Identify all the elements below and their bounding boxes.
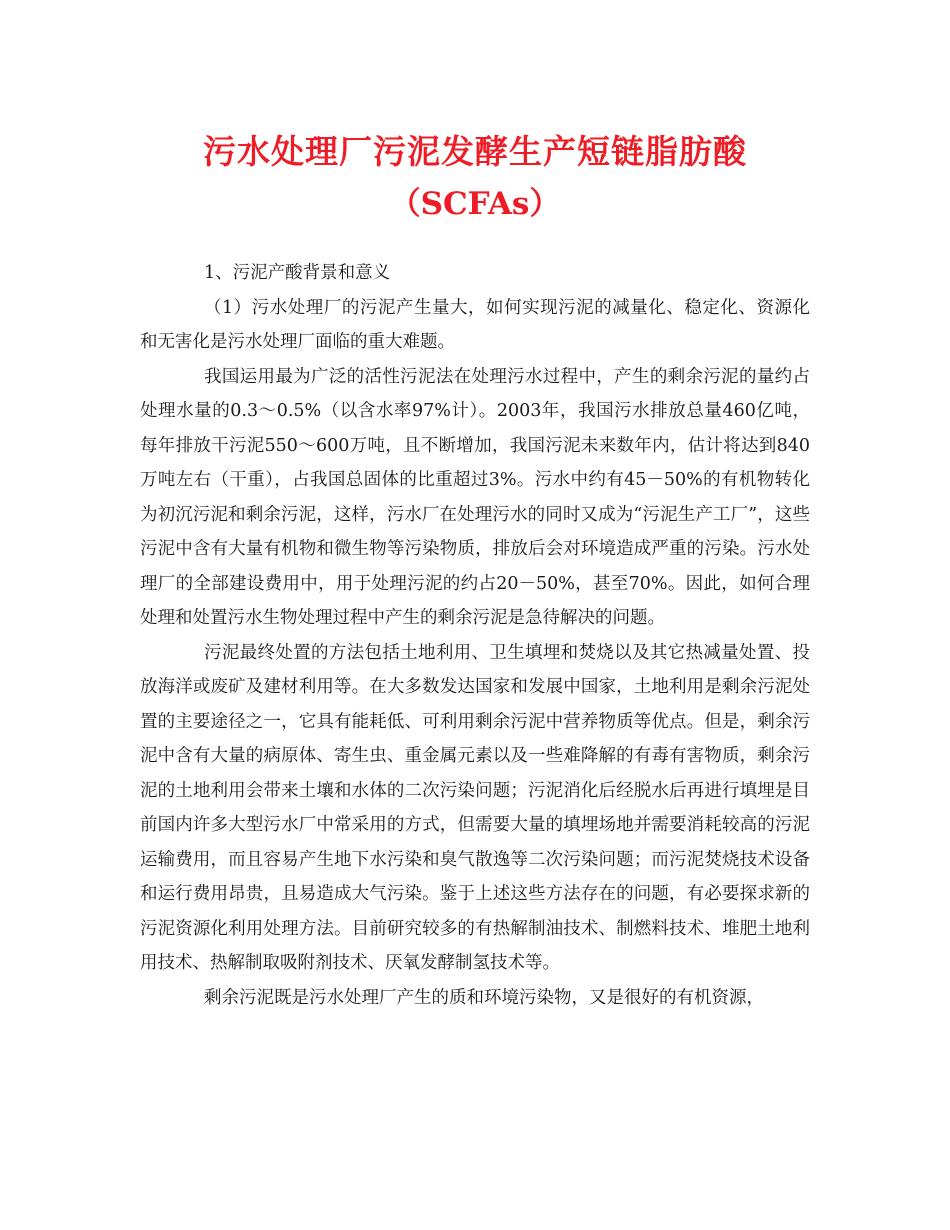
document-title bbox=[120, 126, 830, 230]
paragraph-2: 我国运用最为广泛的活性污泥法在处理污水过程中，产生的剩余污泥的量约占处理水量的0.3～0.5%（以含水率97%计）。2003年，我国污水排放总量460亿吨，每年排放干污泥550～600万吨，且不断增加，我国污泥未来数年内，估计将达到840万吨左右（干重），占我国总固体的比重超过3%。污水中约有45－50%的有机物转化为初沉污泥和剩余污泥，这样，污水厂在处理污水的同时又成为“污泥生产工厂”，这些污泥中含有大量有机物和微生物等污染物质，排放后会对环境造成严重的污染。污水处理厂的全部建设费用中，用于处理污泥的约占20－50%，甚至70%。因此，如何合理处理和处置污水生物处理过程中产生的剩余污泥是急待解决的问题。 bbox=[140, 366, 810, 628]
section-heading: 1、污泥产酸背景和意义 bbox=[204, 263, 391, 283]
paragraph-1: （1）污水处理厂的污泥产生量大，如何实现污泥的减量化、稳定化、资源化和无害化是污水处理厂面临的重大难题。 bbox=[140, 297, 810, 352]
title-line-1: 污水处理厂污泥发酵生产短链脂肪酸 bbox=[203, 132, 747, 171]
document-body bbox=[140, 256, 810, 1015]
paragraph-4: 剩余污泥既是污水处理厂产生的质和环境污染物，又是很好的有机资源， bbox=[204, 987, 764, 1008]
title-line-2: （SCFAs） bbox=[389, 186, 561, 222]
paragraph-3: 污泥最终处置的方法包括土地利用、卫生填埋和焚烧以及其它热减量处置、投放海洋或废矿及建材利用等。在大多数发达国家和发展中国家，土地利用是剩余污泥处置的主要途径之一，它具有能耗低、可利用剩余污泥中营养物质等优点。但是，剩余污泥中含有大量的病原体、寄生虫、重金属元素以及一些难降解的有毒有害物质，剩余污泥的土地利用会带来土壤和水体的二次污染问题；污泥消化后经脱水后再进行填埋是目前国内许多大型污水厂中常采用的方式，但需要大量的填埋场地并需要消耗较高的污泥运输费用，而且容易产生地下水污染和臭气散逸等二次污染问题；而污泥焚烧技术设备和运行费用昂贵，且易造成大气污染。鉴于上述这些方法存在的问题，有必要探求新的污泥资源化利用处理方法。目前研究较多的有热解制油技术、制燃料技术、堆肥土地利用技术、热解制取吸附剂技术、厌氧发酵制氢技术等。 bbox=[140, 642, 810, 973]
